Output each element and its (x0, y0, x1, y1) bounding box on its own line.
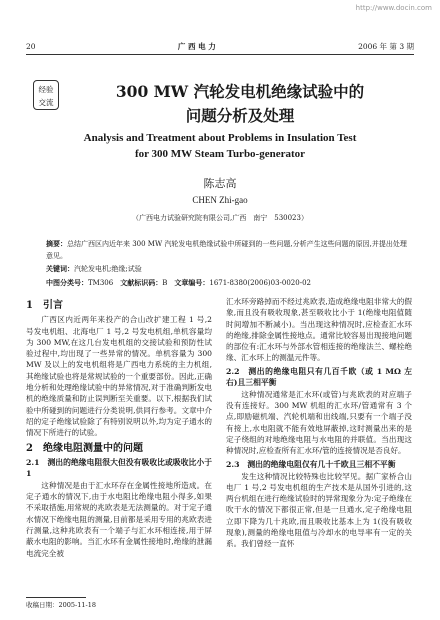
author-english: CHEN Zhi-gao (192, 195, 248, 205)
header-rule (26, 54, 414, 55)
issue-label: 2006 年 第 3 期 (358, 41, 414, 51)
clc-value: TM306 (88, 279, 114, 287)
doc-code-label: 文献标识码： (120, 278, 163, 287)
doc-code-value: B (162, 279, 168, 287)
abstract (46, 238, 412, 262)
title-en-line-2: for 300 MW Steam Turbo-generator (134, 148, 306, 160)
author-chinese: 陈志高 (203, 177, 237, 190)
abstract-label: 摘要： (46, 239, 67, 248)
keywords-label: 关键词： (46, 264, 74, 273)
classification-line (46, 277, 412, 289)
section-2-1-heading: 2.1 测出的绝缘电阻很大但没有吸收比或吸收比小于 1 (26, 457, 212, 478)
title-chinese (60, 80, 420, 128)
continued-paragraph: 汇水环旁路掉而不经过兆欧表,造成绝缘电阻非常大的假象,而且没有吸收现象,甚至吸收比小于 1(绝缘电阻值随时间增加不断减小)。当出现这种情况时,应检查汇水环的绝缘,排除金属性接地点。通常比较容易出现接地问题的部位有:汇水环与外部水管相连接的绝缘法兰、螺栓绝缘、汇水环上的测温元件等。 (226, 297, 412, 363)
article-number-label: 文章编号： (174, 278, 210, 287)
keywords-text: 汽轮发电机;绝缘;试验 (74, 265, 142, 273)
badge-line-1: 经验 (38, 85, 54, 94)
title-english (20, 130, 420, 162)
title-en-line-1: Analysis and Treatment about Problems in Insulation Test (83, 132, 357, 144)
article-number-value: 1671-8380(2006)03-0020-02 (209, 279, 311, 287)
section-1-heading: 1 引言 (26, 300, 63, 311)
journal-name: 广 西 电 力 (177, 41, 216, 51)
section-2-3-paragraph: 发生这种情况比较特殊也比较罕见。据广家桥合山电厂 1 号,2 号发电机组的生产技术是从国外引进的,这两台机组在进行绝缘试验时的异常现象分为:定子绝缘在吹干水的情况下都很正常,但是一旦通水,定子绝缘电阻立即下降为几十兆欧,而且吸收比基本上为 1(没有吸收现象),测量的绝缘电阻值与冷却水的电导率有一定的关系。我们曾经一直怀 (226, 471, 412, 549)
abstract-text: 总结广西区内近年来 300 MW 汽轮发电机绝缘试验中所碰到的一些问题,分析产生这些问题的原因,并提出处理意见。 (46, 240, 407, 260)
title-cn-line-1: 300 MW 汽轮发电机绝缘试验中的 (115, 82, 365, 101)
section-2-2-heading: 2.2 测出的绝缘电阻只有几百千欧（或 1 MΩ 左右)且三相平衡 (226, 366, 412, 387)
received-date-footnote: 收稿日期：2005-11-18 (26, 601, 96, 609)
section-2-3-heading: 2.3 测出的绝缘电阻仅有几十千欧且三相不平衡 (226, 459, 396, 469)
section-2-heading: 2 绝缘电阻测量中的问题 (26, 442, 143, 454)
affiliation: （广西电力试验研究院有限公司,广西 南宁 530023） (132, 214, 308, 222)
page-number: 20 (26, 41, 36, 51)
section-1-paragraph: 广西区内近两年来投产的合山改扩建工程 1 号,2 号发电机组、北海电厂 1 号,2 号发电机组,单机容量均为 300 MW,在这几台发电机组的交接试验和预防性试验过程中,均出现了一些异常的情况。单机容量为 300 MW 及以上的发电机组将是广西电力系统的主力机组,其绝缘试验也将是常规试验的一个重要部份。因此,正确地分析和处理绝缘试验中的异常情况,对于准确判断发电机的绝缘质量和防止误判断至关重要。以下,根据我们试验中所碰到的问题进行分类说明,供同行参考。文章中介绍的定子绝缘试验除了有特别说明以外,均为定子通水的情况下所进行的试验。 (26, 315, 212, 438)
right-column (226, 296, 412, 550)
section-2-2-paragraph: 这种情况通常是汇水环(或管)与兆欧表的对应端子没有连接好。300 MW 机组的汇水环/管通常有 3 个点,即励磁机端、汽轮机端和出线端,只要有一个端子没有接上,水电阻就不能有效地屏蔽掉,这时测量出来的是定子绕组的对地绝缘电阻与水电阻的并联值。当出现这种情况时,应检查所有汇水环/管的连接情况是否良好。 (226, 389, 412, 456)
watermark-url[interactable]: http://www.docin.com (355, 4, 432, 12)
clc-label: 中图分类号： (46, 278, 88, 287)
keywords (46, 263, 412, 275)
footnote-rule (26, 597, 86, 598)
left-column (26, 296, 212, 559)
badge-line-2: 交流 (38, 98, 54, 107)
running-header (26, 40, 414, 52)
column-badge (33, 80, 59, 110)
section-2-1-paragraph: 这种情况是由于汇水环存在金属性接地所造成。在定子通水的情况下,由于水电阻比绝缘电阻小得多,如果不采取措施,用常规的兆欧表是无法测量的。对于定子通水情况下绝缘电阻的测量,目前都是采用专用的兆欧表进行测量,这种兆欧表有一个端子与汇水环相连接,用于屏蔽水电阻的影响。当汇水环有金属性接地时,绝缘的泄漏电流完全被 (26, 480, 212, 558)
title-cn-line-2: 问题分析及处理 (185, 106, 295, 125)
